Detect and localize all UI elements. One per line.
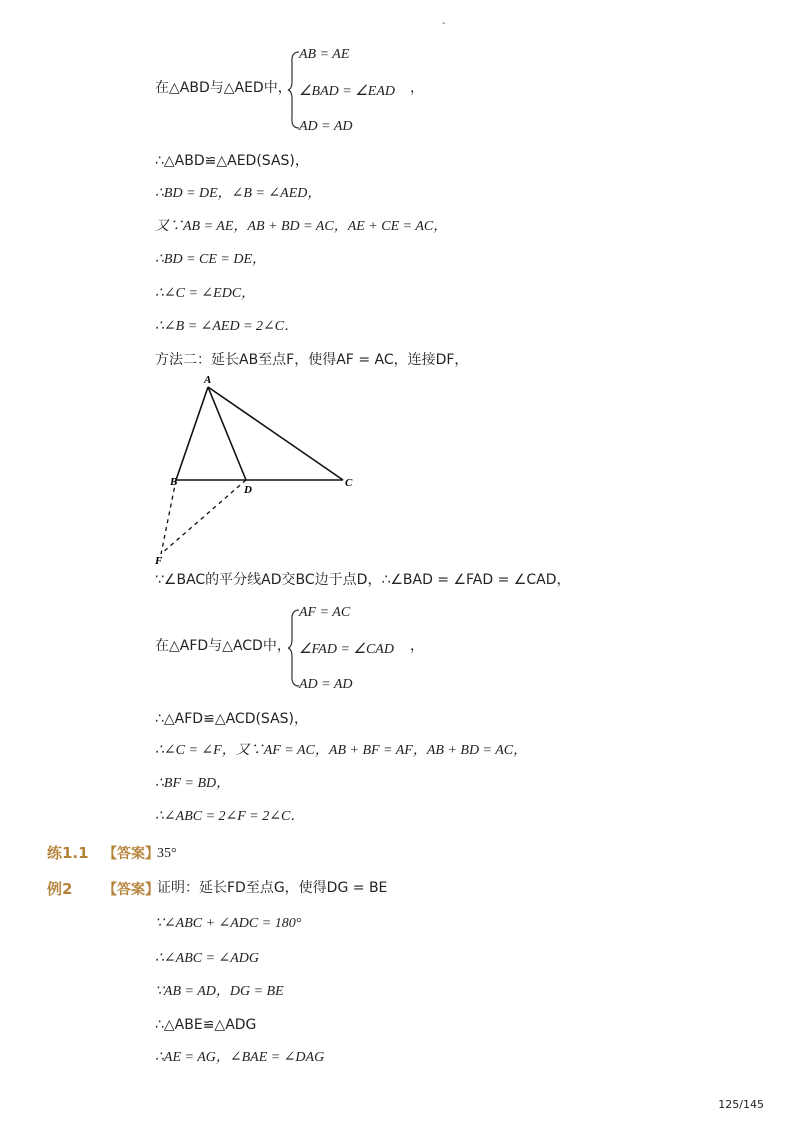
system-eq-3: AD = AD: [299, 119, 353, 134]
proof-line: ∴BD = DE，∠B = ∠AED，: [155, 186, 322, 201]
equation-system-2: [155, 603, 555, 693]
system-eq-1: AF = AC: [299, 605, 351, 620]
system-eq-2: ∠FAD = ∠CAD: [299, 642, 394, 657]
proof-line: ∴∠C = ∠EDC，: [155, 286, 256, 301]
proof-intro: 证明：延长FD至点G，使得DG = BE: [157, 880, 388, 896]
bisector-line: ∵∠BAC的平分线AD交BC边于点D，∴∠BAD = ∠FAD = ∠CAD，: [155, 572, 571, 588]
answer-value: 35°: [157, 846, 177, 861]
label-d: D: [244, 484, 252, 496]
proof-line: ∴△ABE≌△ADG: [155, 1017, 257, 1033]
proof-line: ∴BF = BD，: [155, 776, 231, 791]
label-a: A: [204, 374, 212, 386]
system-tail: ，: [410, 80, 424, 96]
example-label: 例2: [47, 880, 73, 898]
answer-tag: 【答案】: [103, 846, 159, 862]
method-two-line: 方法二：延长AB至点F，使得AF = AC，连接DF，: [155, 352, 469, 368]
proof-line: ∵∠ABC + ∠ADC = 180°: [155, 916, 302, 931]
segment-bf: [161, 480, 176, 554]
segment-ac: [208, 387, 343, 480]
system-lead: 在△ABD与△AED中，: [155, 80, 292, 96]
label-b: B: [170, 476, 178, 488]
answer-tag: 【答案】: [103, 882, 159, 898]
triangle-figure: [150, 372, 365, 572]
proof-line: ∴∠ABC = ∠ADG: [155, 951, 260, 966]
proof-line: ∴∠ABC = 2∠F = 2∠C．: [155, 809, 305, 824]
proof-line: ∴∠C = ∠F，又∵AF = AC，AB + BF = AF，AB + BD = AC，: [155, 743, 528, 758]
system-eq-2: ∠BAD = ∠EAD: [299, 84, 395, 99]
system-eq-3: AD = AD: [299, 677, 353, 692]
proof-line: ∴△ABD≌△AED(SAS)，: [155, 153, 309, 169]
top-mark: -: [442, 18, 446, 29]
proof-line: ∴AE = AG，∠BAE = ∠DAG: [155, 1050, 325, 1065]
segment-ab: [176, 387, 208, 480]
proof-line: ∴△AFD≌△ACD(SAS)，: [155, 711, 309, 727]
label-c: C: [345, 477, 353, 489]
system-lead: 在△AFD与△ACD中，: [155, 638, 291, 654]
label-f: F: [155, 555, 163, 567]
proof-line: ∴∠B = ∠AED = 2∠C．: [155, 319, 299, 334]
system-eq-1: AB = AE: [299, 47, 350, 62]
exercise-label: 练1.1: [47, 844, 89, 862]
equation-system-1: [155, 45, 555, 135]
proof-line: ∴BD = CE = DE，: [155, 252, 267, 267]
page-number: 125/145: [718, 1098, 764, 1111]
system-tail: ，: [410, 638, 424, 654]
proof-line: ∵AB = AD，DG = BE: [155, 984, 284, 999]
proof-line: 又∵AB = AE，AB + BD = AC，AE + CE = AC，: [155, 219, 448, 234]
